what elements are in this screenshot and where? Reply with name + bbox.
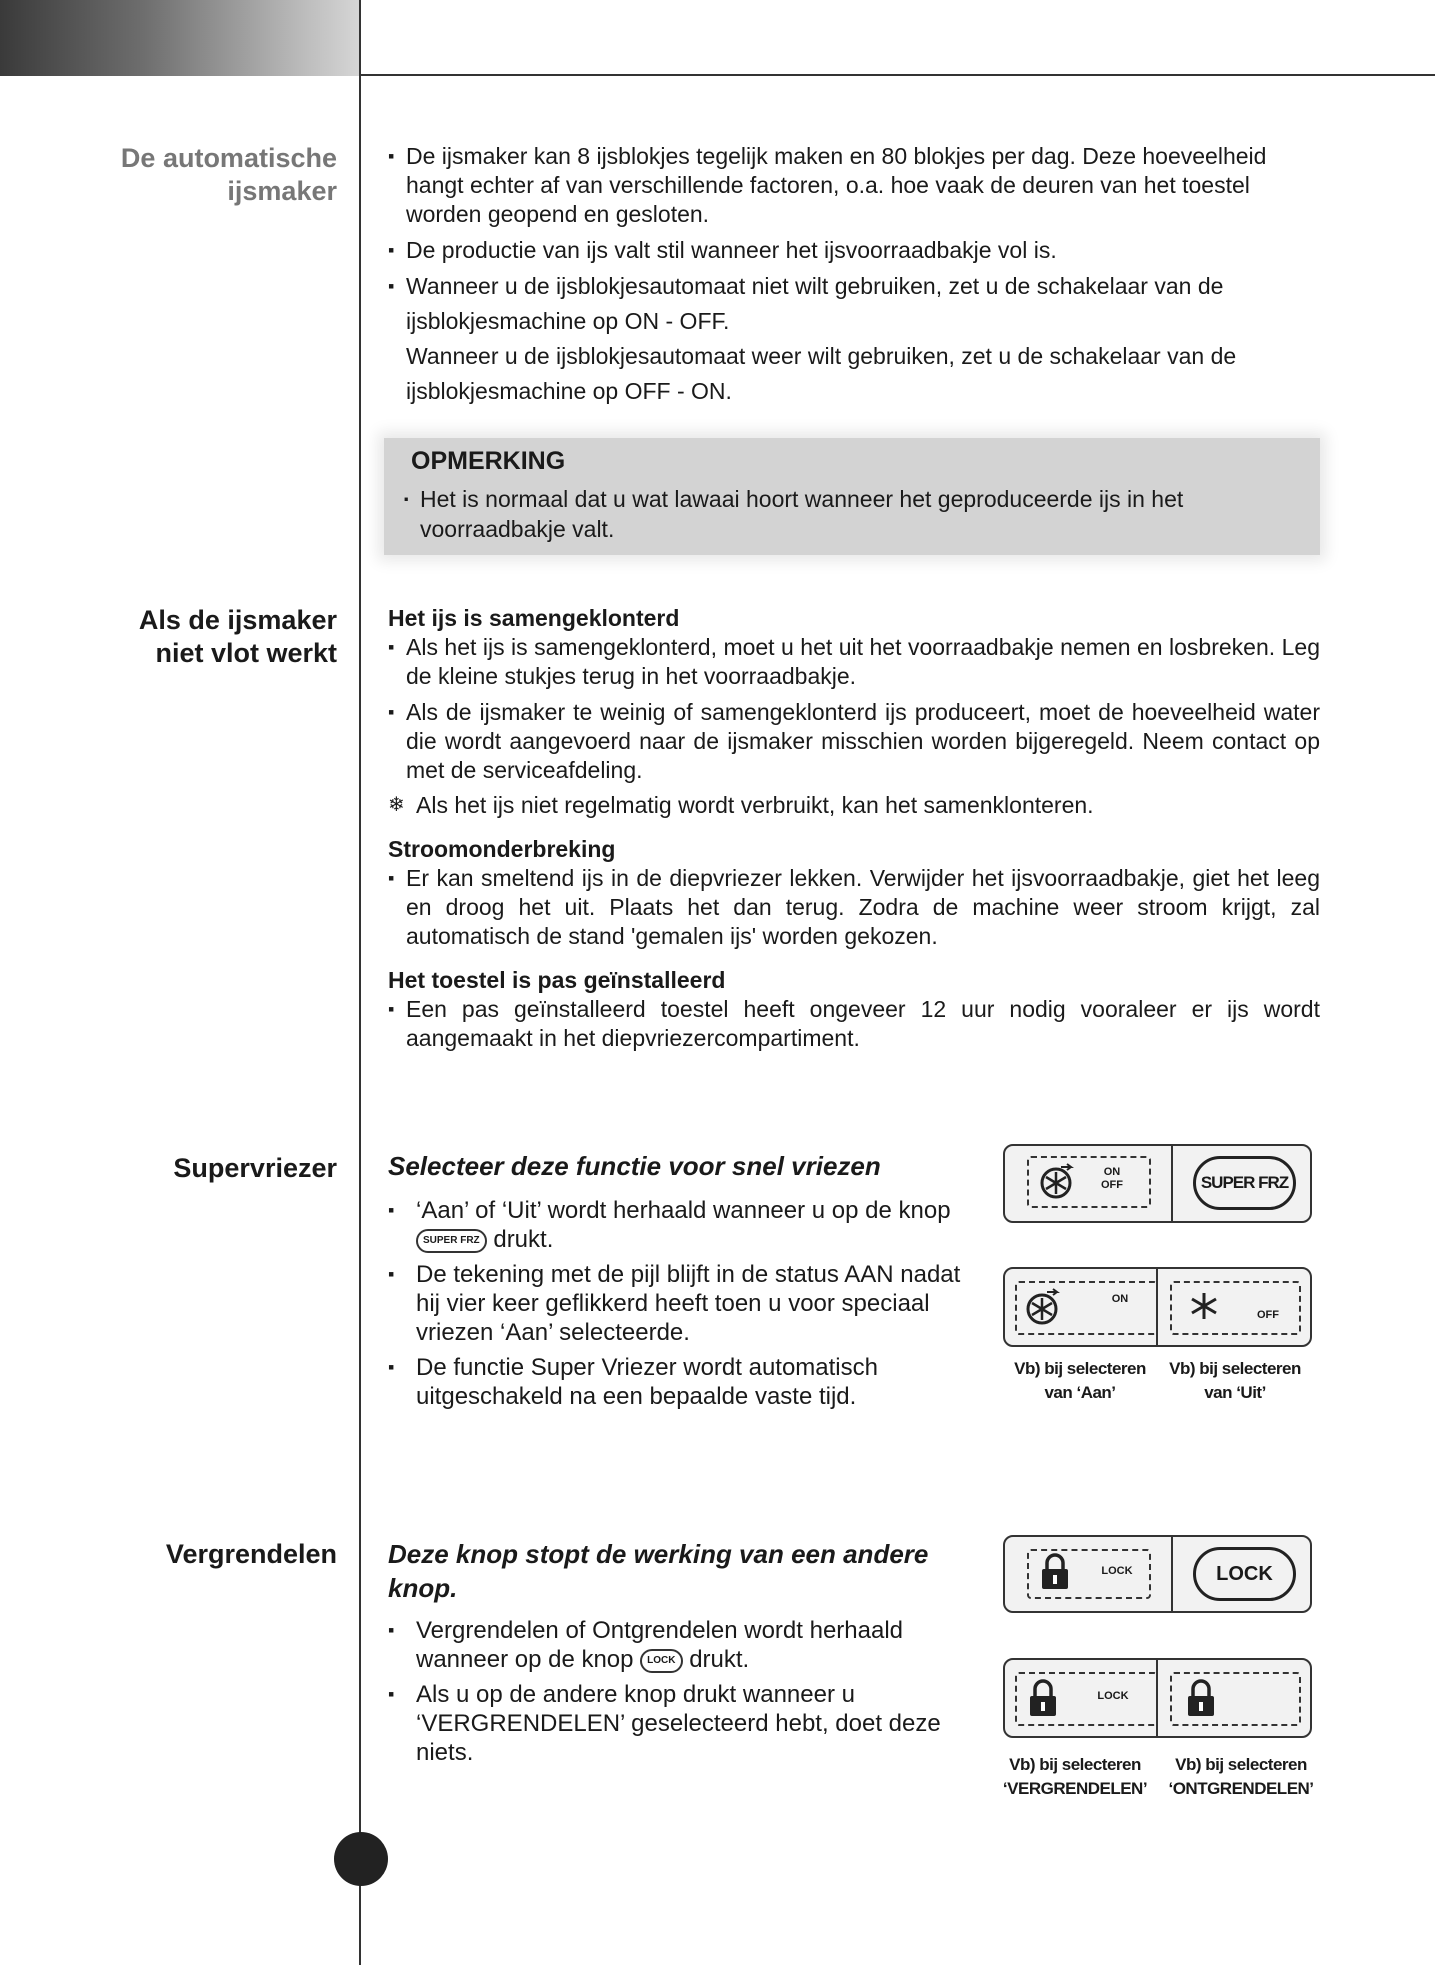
lock-icon [1185, 1678, 1217, 1718]
off-label: OFF [1101, 1179, 1123, 1191]
list-item-continuation: Wanneer u de ijsblokjesautomaat weer wilt gebruiken, zet u de schakelaar van de ijsblokjesmachine op OFF - ON. [406, 343, 1237, 404]
list-item: ▪ Als het ijs is samengeklonterd, moet u het uit het voorraadbakje nemen en losbreken. Leg de kleine stukjes terug in het voorraadbakje. [388, 633, 1320, 691]
snowflake-arrow-icon [1039, 1163, 1075, 1201]
snowflake-arrow-icon [1025, 1287, 1061, 1327]
trouble-content [388, 604, 1320, 1053]
subheading-power: Stroomonderbreking [388, 836, 616, 862]
section-title-super: Supervriezer [173, 1153, 337, 1183]
lock-label: LOCK [1101, 1565, 1133, 1577]
section-title-trouble: Als de ijsmaker niet vlot werkt [138, 605, 337, 668]
on-label: ON [1103, 1166, 1121, 1178]
list-item: ▪ De functie Super Vriezer wordt automatisch uitgeschakeld na een bepaalde vaste tijd. [388, 1353, 978, 1411]
lock-icon [1039, 1553, 1071, 1591]
star-note: ❄ Als het ijs niet regelmatig wordt verbruikt, kan het samenklonteren. [388, 792, 1094, 818]
list-item: ▪ Wanneer u de ijsblokjesautomaat niet wilt gebruiken, zet u de schakelaar van de ijsblokjesmachine op ON - OFF. [388, 269, 1320, 339]
super-heading: Selecteer deze functie voor snel vriezen [388, 1151, 881, 1181]
lock-label: LOCK [1097, 1690, 1129, 1702]
list-item: ▪ Er kan smeltend ijs in de diepvriezer lekken. Verwijder het ijsvoorraadbakje, giet het leeg en droog het uit. Plaats het dan terug. Zodra de machine weer stroom krijgt, zal automatisch de stand 'gemalen ijs' worden gekozen. [388, 864, 1320, 951]
super-bullets [388, 1190, 978, 1411]
snowflake-icon [1189, 1291, 1219, 1321]
lock-panel [1003, 1535, 1312, 1613]
list-item: ▪ ‘Aan’ of ‘Uit’ wordt herhaald wanneer u op de knop SUPER FRZ drukt. [388, 1196, 978, 1254]
page-marker [334, 1832, 388, 1886]
super-frz-panel [1003, 1144, 1312, 1223]
list-item: ▪ De tekening met de pijl blijft in de status AAN nadat hij vier keer geflikkerd heeft toen u voor speciaal vriezen ‘Aan’ selecteerde. [388, 1260, 978, 1347]
list-item: ▪ Als de ijsmaker te weinig of samengeklonterd ijs produceert, moet de hoeveelheid water die wordt aangevoerd naar de ijsmaker misschien worden bijgeregeld. Neem contact op met de serviceafdeling. [388, 698, 1320, 785]
lock-button[interactable]: LOCK [1193, 1547, 1296, 1601]
list-item: ▪ De productie van ijs valt stil wanneer het ijsvoorraadbakje vol is. [388, 236, 1320, 265]
snowflake-icon: ❄ [388, 794, 405, 816]
super-frz-inline-button-icon: SUPER FRZ [416, 1229, 487, 1253]
lock-states-panel [1003, 1658, 1312, 1738]
note-text: · Het is normaal dat u wat lawaai hoort wanneer het geproduceerde ijs in het voorraadbakje valt. [403, 484, 1300, 544]
margin-rule [359, 0, 361, 1965]
caption-locked: Vb) bij selecteren ‘VERGRENDELEN’ [1002, 1755, 1148, 1798]
automatic-bullets [388, 142, 1320, 409]
section-title-automatic: De automatische ijsmaker [120, 143, 337, 206]
list-item: ▪ De ijsmaker kan 8 ijsblokjes tegelijk maken en 80 blokjes per dag. Deze hoeveelheid hangt echter af van verschillende factoren, o.a. hoe vaak de deuren van het toestel worden geopend en gesloten. [388, 142, 1320, 229]
caption-on: Vb) bij selecteren van ‘Aan’ [1014, 1359, 1146, 1402]
lock-icon [1027, 1678, 1059, 1718]
note-title: OPMERKING [411, 447, 566, 475]
list-item: ▪ Een pas geïnstalleerd toestel heeft ongeveer 12 uur nodig vooraleer er ijs wordt aangemaakt in het diepvriezercompartiment. [388, 995, 1320, 1053]
list-item: ▪ Vergrendelen of Ontgrendelen wordt herhaald wanneer op de knop LOCK drukt. [388, 1616, 978, 1674]
lock-bullets [388, 1610, 978, 1767]
lock-inline-button-icon: LOCK [640, 1649, 682, 1673]
super-frz-button[interactable]: SUPER FRZ [1193, 1156, 1296, 1210]
list-item: ▪ Als u op de andere knop drukt wanneer u ‘VERGRENDELEN’ geselecteerd hebt, doet deze niets. [388, 1680, 978, 1767]
header-rule [360, 74, 1435, 76]
section-title-lock: Vergrendelen [165, 1539, 337, 1569]
header-corner-block [0, 0, 360, 76]
subheading-clumped: Het ijs is samengeklonterd [388, 605, 680, 631]
super-frz-states-panel [1003, 1267, 1312, 1347]
subheading-installed: Het toestel is pas geïnstalleerd [388, 967, 726, 993]
on-label: ON [1111, 1293, 1129, 1305]
lock-heading: Deze knop stopt de werking van een andere knop. [388, 1539, 929, 1603]
caption-off: Vb) bij selecteren van ‘Uit’ [1169, 1359, 1301, 1402]
caption-unlocked: Vb) bij selecteren ‘ONTGRENDELEN’ [1168, 1755, 1314, 1798]
off-label: OFF [1257, 1309, 1279, 1321]
